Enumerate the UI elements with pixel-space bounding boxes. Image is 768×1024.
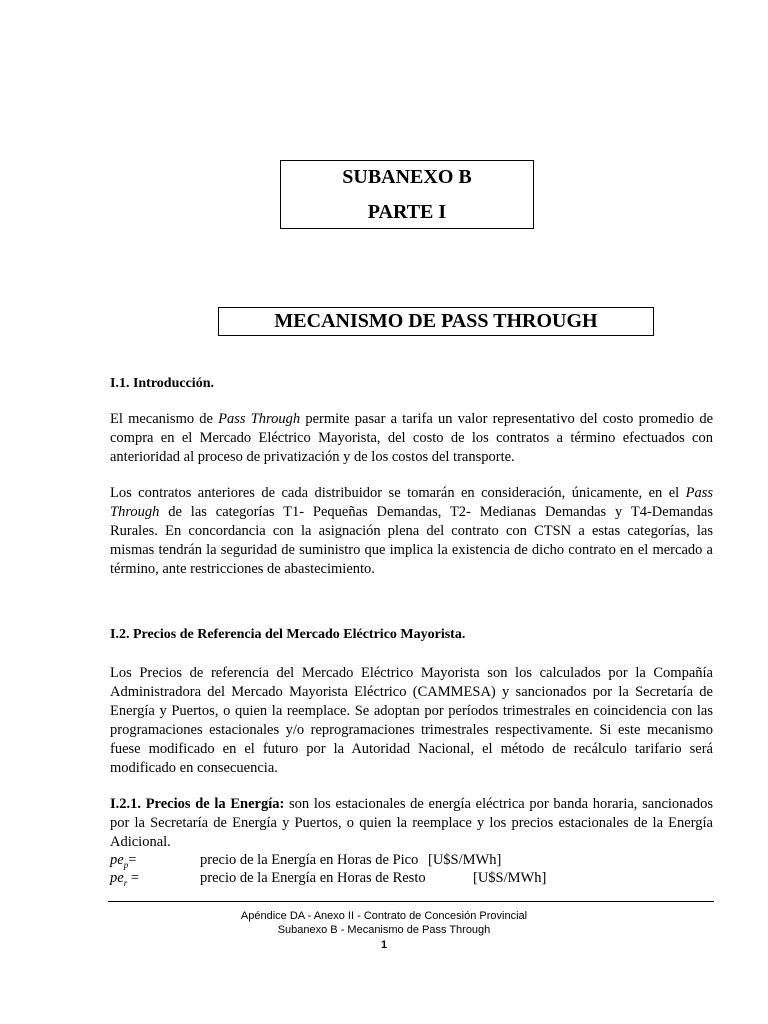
paragraph-intro-2 (110, 484, 713, 579)
subscript: r (123, 877, 128, 888)
line: fuese modificado en el futuro por la Autoridad Nacional, el método de recálculo tarifario será (110, 741, 713, 757)
paragraph-precios-energia (110, 795, 713, 852)
line: modificado en consecuencia. (110, 760, 278, 776)
paragraph-precios-referencia (110, 664, 713, 778)
text: Los contratos anteriores de cada distribuidor se tomarán en consideración, únicamente, en el (110, 485, 686, 501)
text: El mecanismo de (110, 411, 219, 427)
footer-line-2: Subanexo B - Mecanismo de Pass Through (277, 924, 491, 936)
symbol: pe (110, 870, 124, 886)
italic-term: Through (110, 504, 160, 520)
subanexo-label: SUBANEXO B (342, 166, 472, 188)
def-pe-p-description: precio de la Energía en Horas de Pico (200, 852, 419, 868)
line (110, 795, 713, 814)
line (110, 503, 713, 522)
line: programaciones estacionales y/o reprogramaciones trimestrales respectivamente. Si este mecanismo (110, 722, 713, 738)
line: por la Secretaría de Energía y Puertos, o quien la reemplace y los precios estacionales de la Energía (110, 815, 713, 831)
equals: = (128, 852, 137, 868)
subanexo-title-box (280, 160, 534, 229)
page-number: 1 (380, 939, 388, 951)
def-pe-r-symbol (110, 869, 139, 893)
section-title: MECANISMO DE PASS THROUGH (218, 307, 654, 336)
line: compra en el Mercado Eléctrico Mayorista, del costo de los contratos a término efectuados con (110, 430, 713, 446)
heading-introduccion: I.1. Introducción. (110, 376, 214, 391)
italic-term: Pass (685, 485, 713, 501)
italic-term: Pass Through (218, 411, 301, 427)
line: mismas tendrán la seguridad de suministro que implica la existencia de dicho contrato en el mercado a (110, 542, 713, 558)
line: Los Precios de referencia del Mercado Eléctrico Mayorista son los calculados por la Compañía (110, 665, 713, 681)
symbol: pe (110, 852, 124, 868)
line: anterioridad al proceso de privatización y de los costos del transporte. (110, 449, 515, 465)
line: término, ante restricciones de abastecimiento. (110, 561, 375, 577)
line: Rurales. En concordancia con la asignación plena del contrato con CTSN a estas categorías, las (110, 523, 713, 539)
line: Adicional. (110, 834, 171, 850)
footer-divider (108, 901, 714, 902)
text: son los estacionales de energía eléctrica por banda horaria, sancionados (284, 796, 713, 812)
line (110, 484, 713, 503)
line (110, 410, 713, 429)
heading-precios-referencia: I.2. Precios de Referencia del Mercado Eléctrico Mayorista. (110, 627, 466, 642)
equals: = (127, 870, 140, 886)
paragraph-intro-1 (110, 410, 713, 467)
def-pe-p-unit: [U$S/MWh] (428, 852, 502, 868)
line: Administradora del Mercado Mayorista Eléctrico (CAMMESA) y sancionados por la Secretaría de (110, 684, 713, 700)
text: permite pasar a tarifa un valor representativo del costo promedio de (300, 411, 714, 427)
subscript: p (123, 859, 129, 870)
heading-precios-energia: I.2.1. Precios de la Energía: (110, 796, 285, 812)
footer-line-1: Apéndice DA - Anexo II - Contrato de Concesión Provincial (240, 910, 528, 922)
def-pe-r-unit: [U$S/MWh] (473, 870, 547, 886)
parte-label: PARTE I (367, 201, 447, 223)
text: de las categorías T1- Pequeñas Demandas, T2- Medianas Demandas y T4-Demandas (159, 504, 713, 520)
line: Energía y Puertos, o quien la reemplace. Se adoptan por períodos trimestrales en coincidencia con las (110, 703, 713, 719)
def-pe-r-description: precio de la Energía en Horas de Resto (200, 870, 426, 886)
